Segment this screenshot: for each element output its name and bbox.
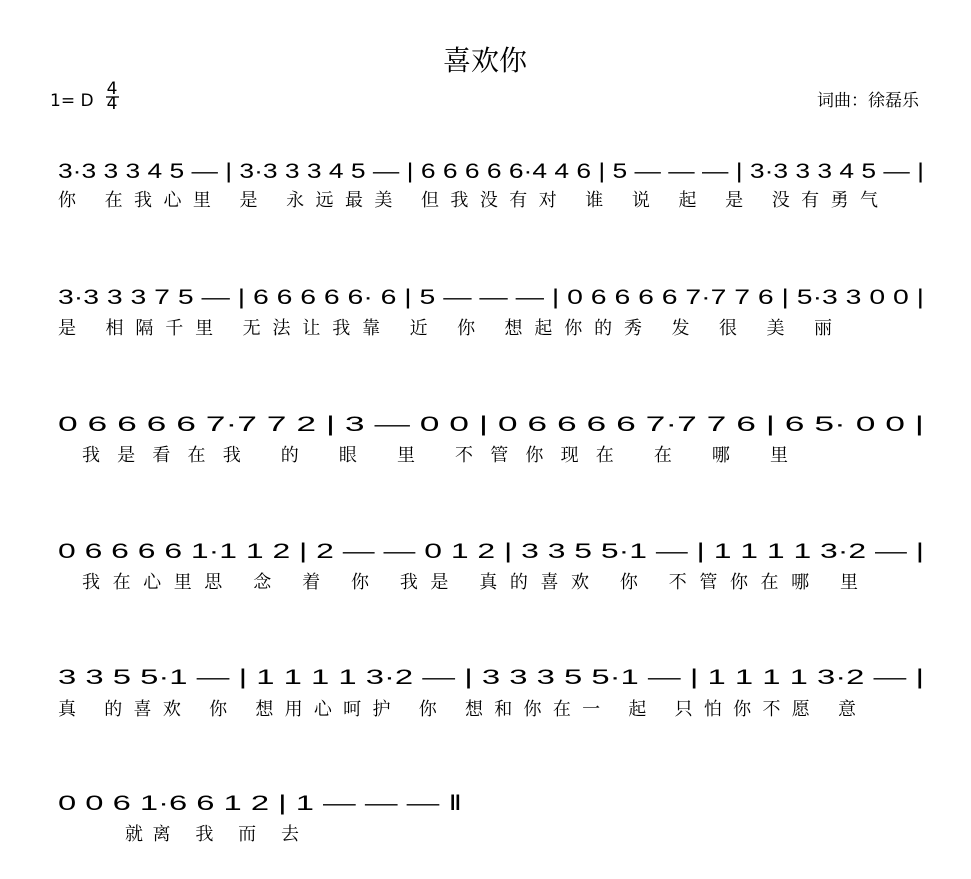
- notation-row-5: 3 3 5 5·1 — | 1 1 1 1 3·2 — | 3 3 3 5 5·1 — | 1 1 1 1 3·2 — |: [58, 666, 924, 689]
- notation-row-4: 0 6 6 6 6 1·1 1 2 | 2 — — 0 1 2 | 3 3 5 5·1 — | 1 1 1 1 3·2 — |: [58, 540, 924, 563]
- score-row-3: [58, 413, 924, 466]
- lyrics-row-1: 你 在我心里 是 永远最美 但我没有对 谁 说 起 是 没有勇气: [58, 190, 878, 211]
- notation-row-6: 0 0 6 1·6 6 1 2 | 1 — — — ‖: [58, 792, 462, 815]
- score-row-1: [58, 160, 924, 211]
- score-row-2: [58, 286, 924, 339]
- score-row-5: [58, 666, 924, 720]
- song-title: 喜欢你: [442, 44, 528, 77]
- time-signature-top: 4: [106, 79, 118, 99]
- lyrics-row-6: 就离 我 而 去: [125, 824, 299, 845]
- lyrics-row-2: 是 相隔千里 无法让我靠 近 你 想起你的秀 发 很 美 丽: [58, 318, 832, 339]
- time-signature-bottom: 4: [106, 94, 118, 114]
- key-signature: 1= D: [50, 91, 94, 111]
- lyrics-row-3: 我是看在我 的 眼 里 不管你现在 在 哪 里: [82, 445, 788, 466]
- lyrics-row-5: 真 的喜欢 你 想用心呵护 你 想和你在一 起 只怕你不愿 意: [58, 699, 856, 720]
- notation-row-3: 0 6 6 6 6 7·7 7 2 | 3 — 0 0 | 0 6 6 6 6 7·7 7 6 | 6 5· 0 0 |: [58, 413, 924, 436]
- notation-row-1: 3·3 3 3 4 5 — | 3·3 3 3 4 5 — | 6 6 6 6 6·4 4 6 | 5 — — — | 3·3 3 3 4 5 — |: [58, 160, 924, 183]
- lyrics-row-4: 我在心里思 念 着 你 我是 真的喜欢 你 不管你在哪 里: [82, 572, 859, 593]
- score-row-6: [58, 792, 462, 845]
- credits: 词曲：徐磊乐: [817, 91, 919, 111]
- score-row-4: [58, 540, 924, 593]
- notation-row-2: 3·3 3 3 7 5 — | 6 6 6 6 6· 6 | 5 — — — | 0 6 6 6 6 7·7 7 6 | 5·3 3 0 0 |: [58, 286, 924, 309]
